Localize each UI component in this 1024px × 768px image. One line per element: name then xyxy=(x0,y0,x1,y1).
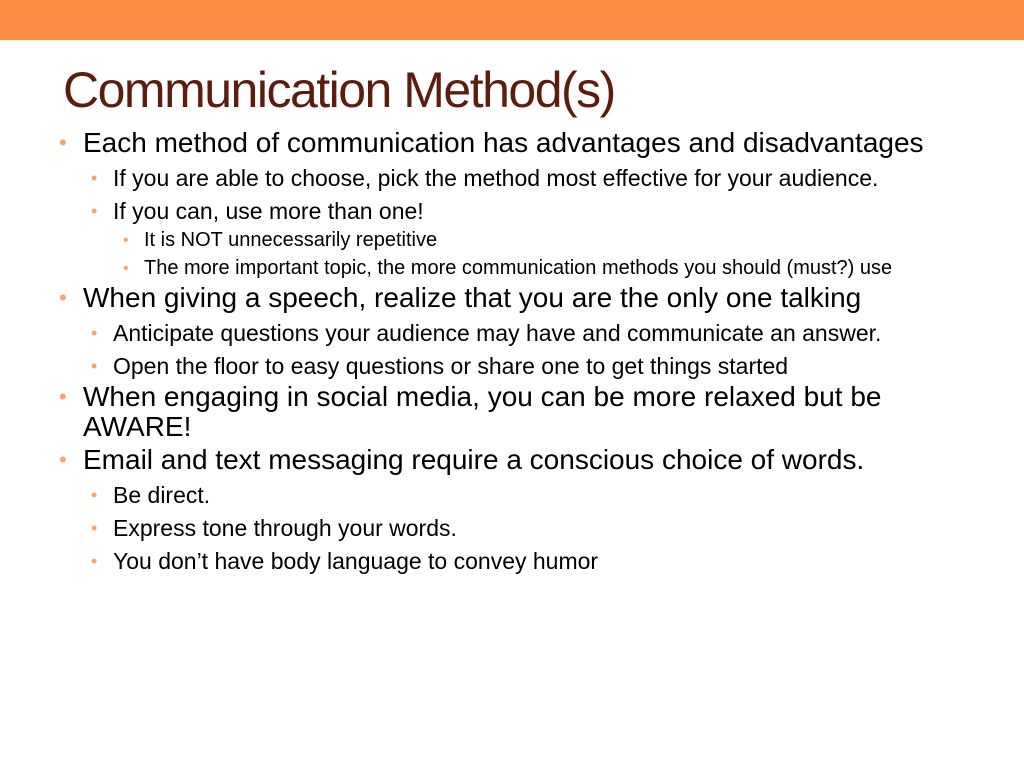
bullet-text: When engaging in social media, you can be more relaxed but be AWARE! xyxy=(83,381,882,442)
slide-title: Communication Method(s) xyxy=(63,62,615,118)
bullet-dot-icon: • xyxy=(59,130,67,155)
accent-bar xyxy=(0,0,1024,40)
bullet-text: Open the floor to easy questions or share one to get things started xyxy=(113,353,789,379)
sub-bullet-item xyxy=(55,482,985,508)
bullet-text: If you are able to choose, pick the method most effective for your audience. xyxy=(113,165,879,191)
sub-bullet-item xyxy=(55,515,985,541)
bullet-dot-icon: • xyxy=(91,551,98,571)
bullet-text: It is NOT unnecessarily repetitive xyxy=(144,229,438,251)
bullet-text: Each method of communication has advantages and disadvantages xyxy=(83,127,924,158)
bullet-dot-icon: • xyxy=(59,447,67,472)
bullet-item xyxy=(55,445,985,475)
sub-bullet-item xyxy=(55,548,985,574)
bullet-item xyxy=(55,283,985,313)
bullet-dot-icon: • xyxy=(123,260,129,277)
sub-sub-bullet-item xyxy=(55,257,985,280)
bullet-item xyxy=(55,382,985,442)
bullet-text: Be direct. xyxy=(113,482,211,508)
bullet-dot-icon: • xyxy=(91,356,98,376)
bullet-dot-icon: • xyxy=(91,201,98,221)
bullet-item xyxy=(55,128,985,158)
bullet-dot-icon: • xyxy=(91,485,98,505)
bullet-text: Email and text messaging require a conscious choice of words. xyxy=(83,444,865,475)
bullet-text: You don’t have body language to convey humor xyxy=(113,548,599,574)
bullet-dot-icon: • xyxy=(91,168,98,188)
bullet-text: The more important topic, the more communication methods you should (must?) use xyxy=(144,257,893,279)
bullet-dot-icon: • xyxy=(59,285,67,310)
bullet-text: Express tone through your words. xyxy=(113,515,457,541)
sub-bullet-item xyxy=(55,165,985,191)
sub-bullet-item xyxy=(55,198,985,224)
bullet-dot-icon: • xyxy=(59,384,67,409)
bullet-dot-icon: • xyxy=(91,518,98,538)
bullet-dot-icon: • xyxy=(91,323,98,343)
sub-bullet-item xyxy=(55,353,985,379)
bullet-text: If you can, use more than one! xyxy=(113,198,424,224)
bullet-dot-icon: • xyxy=(123,232,129,249)
bullet-text: Anticipate questions your audience may have and communicate an answer. xyxy=(113,320,882,346)
bullet-list xyxy=(55,128,985,574)
bullet-text: When giving a speech, realize that you are the only one talking xyxy=(83,282,862,313)
sub-bullet-item xyxy=(55,320,985,346)
sub-sub-bullet-item xyxy=(55,229,985,252)
